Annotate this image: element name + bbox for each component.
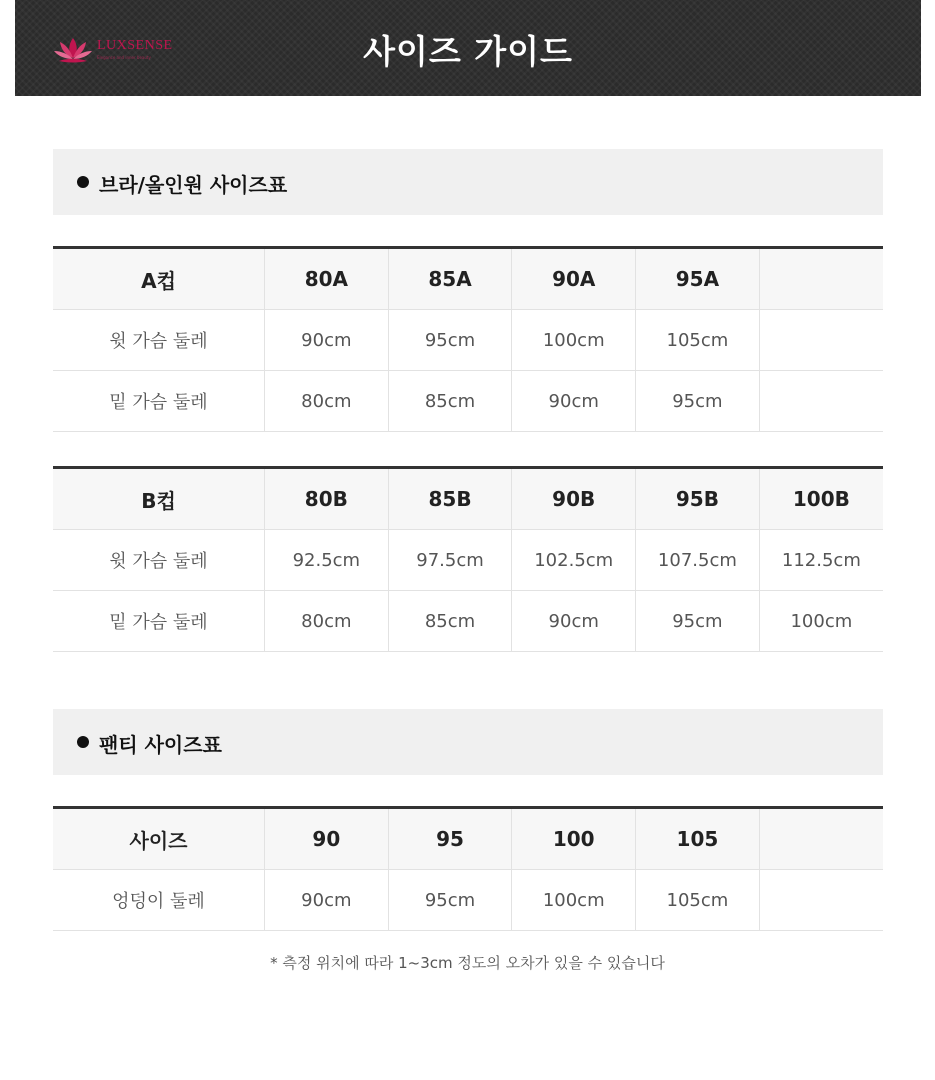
table-cell: 100cm [512,310,636,371]
table-cell [759,248,883,310]
table-cell: 사이즈 [53,808,265,870]
table-cell: 90B [512,468,636,530]
brand-tagline: Elegance and inner beauty [97,55,151,60]
table-cell: 85cm [388,371,512,432]
table-cell: 엉덩이 둘레 [53,870,265,931]
table-cell: 90A [512,248,636,310]
table-cell: 102.5cm [512,530,636,591]
table-cell: 밑 가슴 둘레 [53,371,265,432]
table-cell: 90cm [265,870,389,931]
table-cell: 92.5cm [265,530,389,591]
table-cell: 100B [759,468,883,530]
table-cell [759,808,883,870]
table-cell: 97.5cm [388,530,512,591]
table-cell: 90cm [512,371,636,432]
brand-name: LUXSENSE [97,38,173,53]
b-cup-size-table [53,466,883,652]
section-title: 팬티 사이즈표 [99,733,222,757]
table-cell: 95A [636,248,760,310]
table-cell: 밑 가슴 둘레 [53,591,265,652]
table-cell: 85A [388,248,512,310]
page-title: 사이즈 가이드 [363,32,573,71]
panty-size-table [53,806,883,931]
table-row [53,310,883,371]
measurement-footnote: * 측정 위치에 따라 1~3cm 정도의 오차가 있을 수 있습니다 [270,954,665,972]
table-cell: 105 [636,808,760,870]
table-cell: 80cm [265,371,389,432]
table-row [53,530,883,591]
table-cell: 107.5cm [636,530,760,591]
table-cell: 95cm [388,870,512,931]
table-row [53,591,883,652]
table-cell: 105cm [636,310,760,371]
table-cell: 85cm [388,591,512,652]
table-cell: 95cm [388,310,512,371]
table-cell: 80B [265,468,389,530]
table-cell: 95 [388,808,512,870]
table-cell: 윗 가슴 둘레 [53,530,265,591]
table-cell: 95B [636,468,760,530]
table-cell [759,870,883,931]
table-cell: 100 [512,808,636,870]
a-cup-size-table [53,246,883,432]
table-cell: 112.5cm [759,530,883,591]
table-cell: 80A [265,248,389,310]
table-cell: 90cm [265,310,389,371]
table-cell: 85B [388,468,512,530]
table-row [53,371,883,432]
table-cell: B컵 [53,468,265,530]
table-cell: 105cm [636,870,760,931]
table-cell: 윗 가슴 둘레 [53,310,265,371]
bullet-icon [77,176,89,188]
section-panty-heading [53,709,883,775]
table-cell [759,310,883,371]
table-cell: 100cm [759,591,883,652]
section-bra-heading [53,149,883,215]
table-cell: 95cm [636,371,760,432]
table-cell: 90cm [512,591,636,652]
table-cell: 80cm [265,591,389,652]
page-header [15,0,921,96]
bullet-icon [77,736,89,748]
table-cell: 90 [265,808,389,870]
table-cell [759,371,883,432]
section-title: 브라/올인원 사이즈표 [99,173,288,197]
table-header-row [53,808,883,870]
table-header-row [53,468,883,530]
table-cell: 95cm [636,591,760,652]
table-cell: A컵 [53,248,265,310]
table-cell: 100cm [512,870,636,931]
table-row [53,870,883,931]
table-header-row [53,248,883,310]
